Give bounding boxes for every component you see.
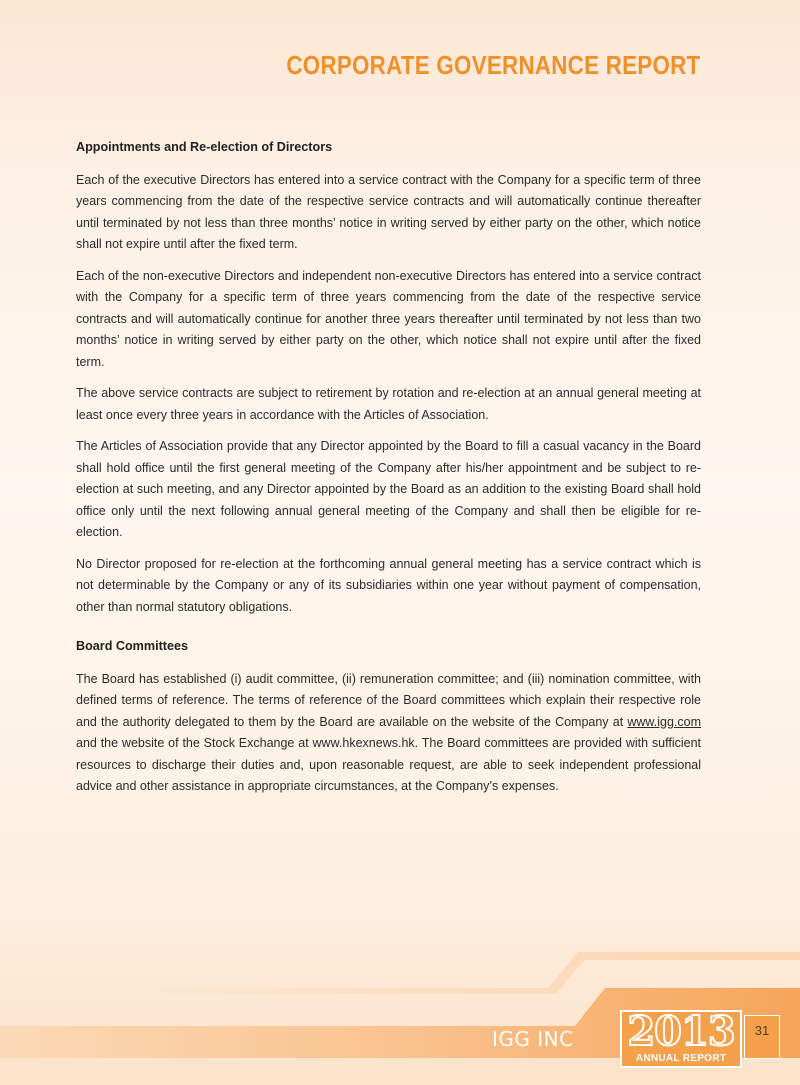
paragraph-re-election-contracts: No Director proposed for re-election at the forthcoming annual general meeting has a service contract which is not determinable by the Company or any of its subsidiaries within one year without payment of compensation, other than normal statutory obligations.	[76, 556, 701, 614]
board-committees-text-end: and the website of the Stock Exchange at www.hkexnews.hk. The Board committees are provided with sufficient resources to discharge their duties and, upon reasonable request, are able to seek independent professional advice and other assistance in appropriate circumstances, at the Company’s expenses.	[76, 736, 701, 793]
report-year: 2013	[627, 1008, 735, 1055]
company-website-link[interactable]: www.igg.com	[627, 714, 701, 729]
section-heading-appointments: Appointments and Re-election of Directors	[76, 140, 333, 154]
page-number-box	[744, 1015, 780, 1059]
paragraph-board-committees	[76, 669, 701, 798]
board-committees-text-start: The Board has established (i) audit committee, (ii) remuneration committee; and (iii) nomination committee, with defined terms of reference. The terms of reference of the Board committees which explain their respective role and the authority delegated to them by the Board are available on the website of the Company at	[76, 671, 701, 729]
annual-report-label: ANNUAL REPORT	[635, 1053, 727, 1064]
page-title: CORPORATE GOVERNANCE REPORT	[285, 50, 700, 80]
report-body	[76, 137, 701, 808]
paragraph-executive-directors: Each of the executive Directors has entered into a service contract with the Company for a specific term of three years commencing from the date of the respective service contracts and will automatically continue thereafter until terminated by not less than three months’ notice in writing served by either party on the other, which notice shall not expire until after the fixed term.	[76, 172, 701, 251]
paragraph-non-executive-directors: Each of the non-executive Directors and independent non-executive Directors has entered into a service contract with the Company for a specific term of three years commencing from the date of the respective service contracts and will automatically continue for another three years thereafter until terminated by not less than two months’ notice in writing served by either party on the other, which notice shall not expire until after the fixed term.	[76, 268, 701, 369]
footer-company-name: IGG INC	[492, 1027, 574, 1051]
paragraph-retirement-rotation: The above service contracts are subject to retirement by rotation and re-election at an annual general meeting at least once every three years in accordance with the Articles of Association.	[76, 386, 701, 422]
page-number: 31	[754, 1023, 770, 1038]
section-heading-board-committees: Board Committees	[76, 639, 188, 653]
annual-report-logo	[620, 1010, 742, 1068]
paragraph-articles-of-association: The Articles of Association provide that any Director appointed by the Board to fill a casual vacancy in the Board shall hold office until the first general meeting of the Company after his/her appointment and be subject to re-election at such meeting, and any Director appointed by the Board as an addition to the existing Board shall hold office only until the next following annual general meeting of the Company and shall then be eligible for re-election.	[76, 439, 701, 539]
